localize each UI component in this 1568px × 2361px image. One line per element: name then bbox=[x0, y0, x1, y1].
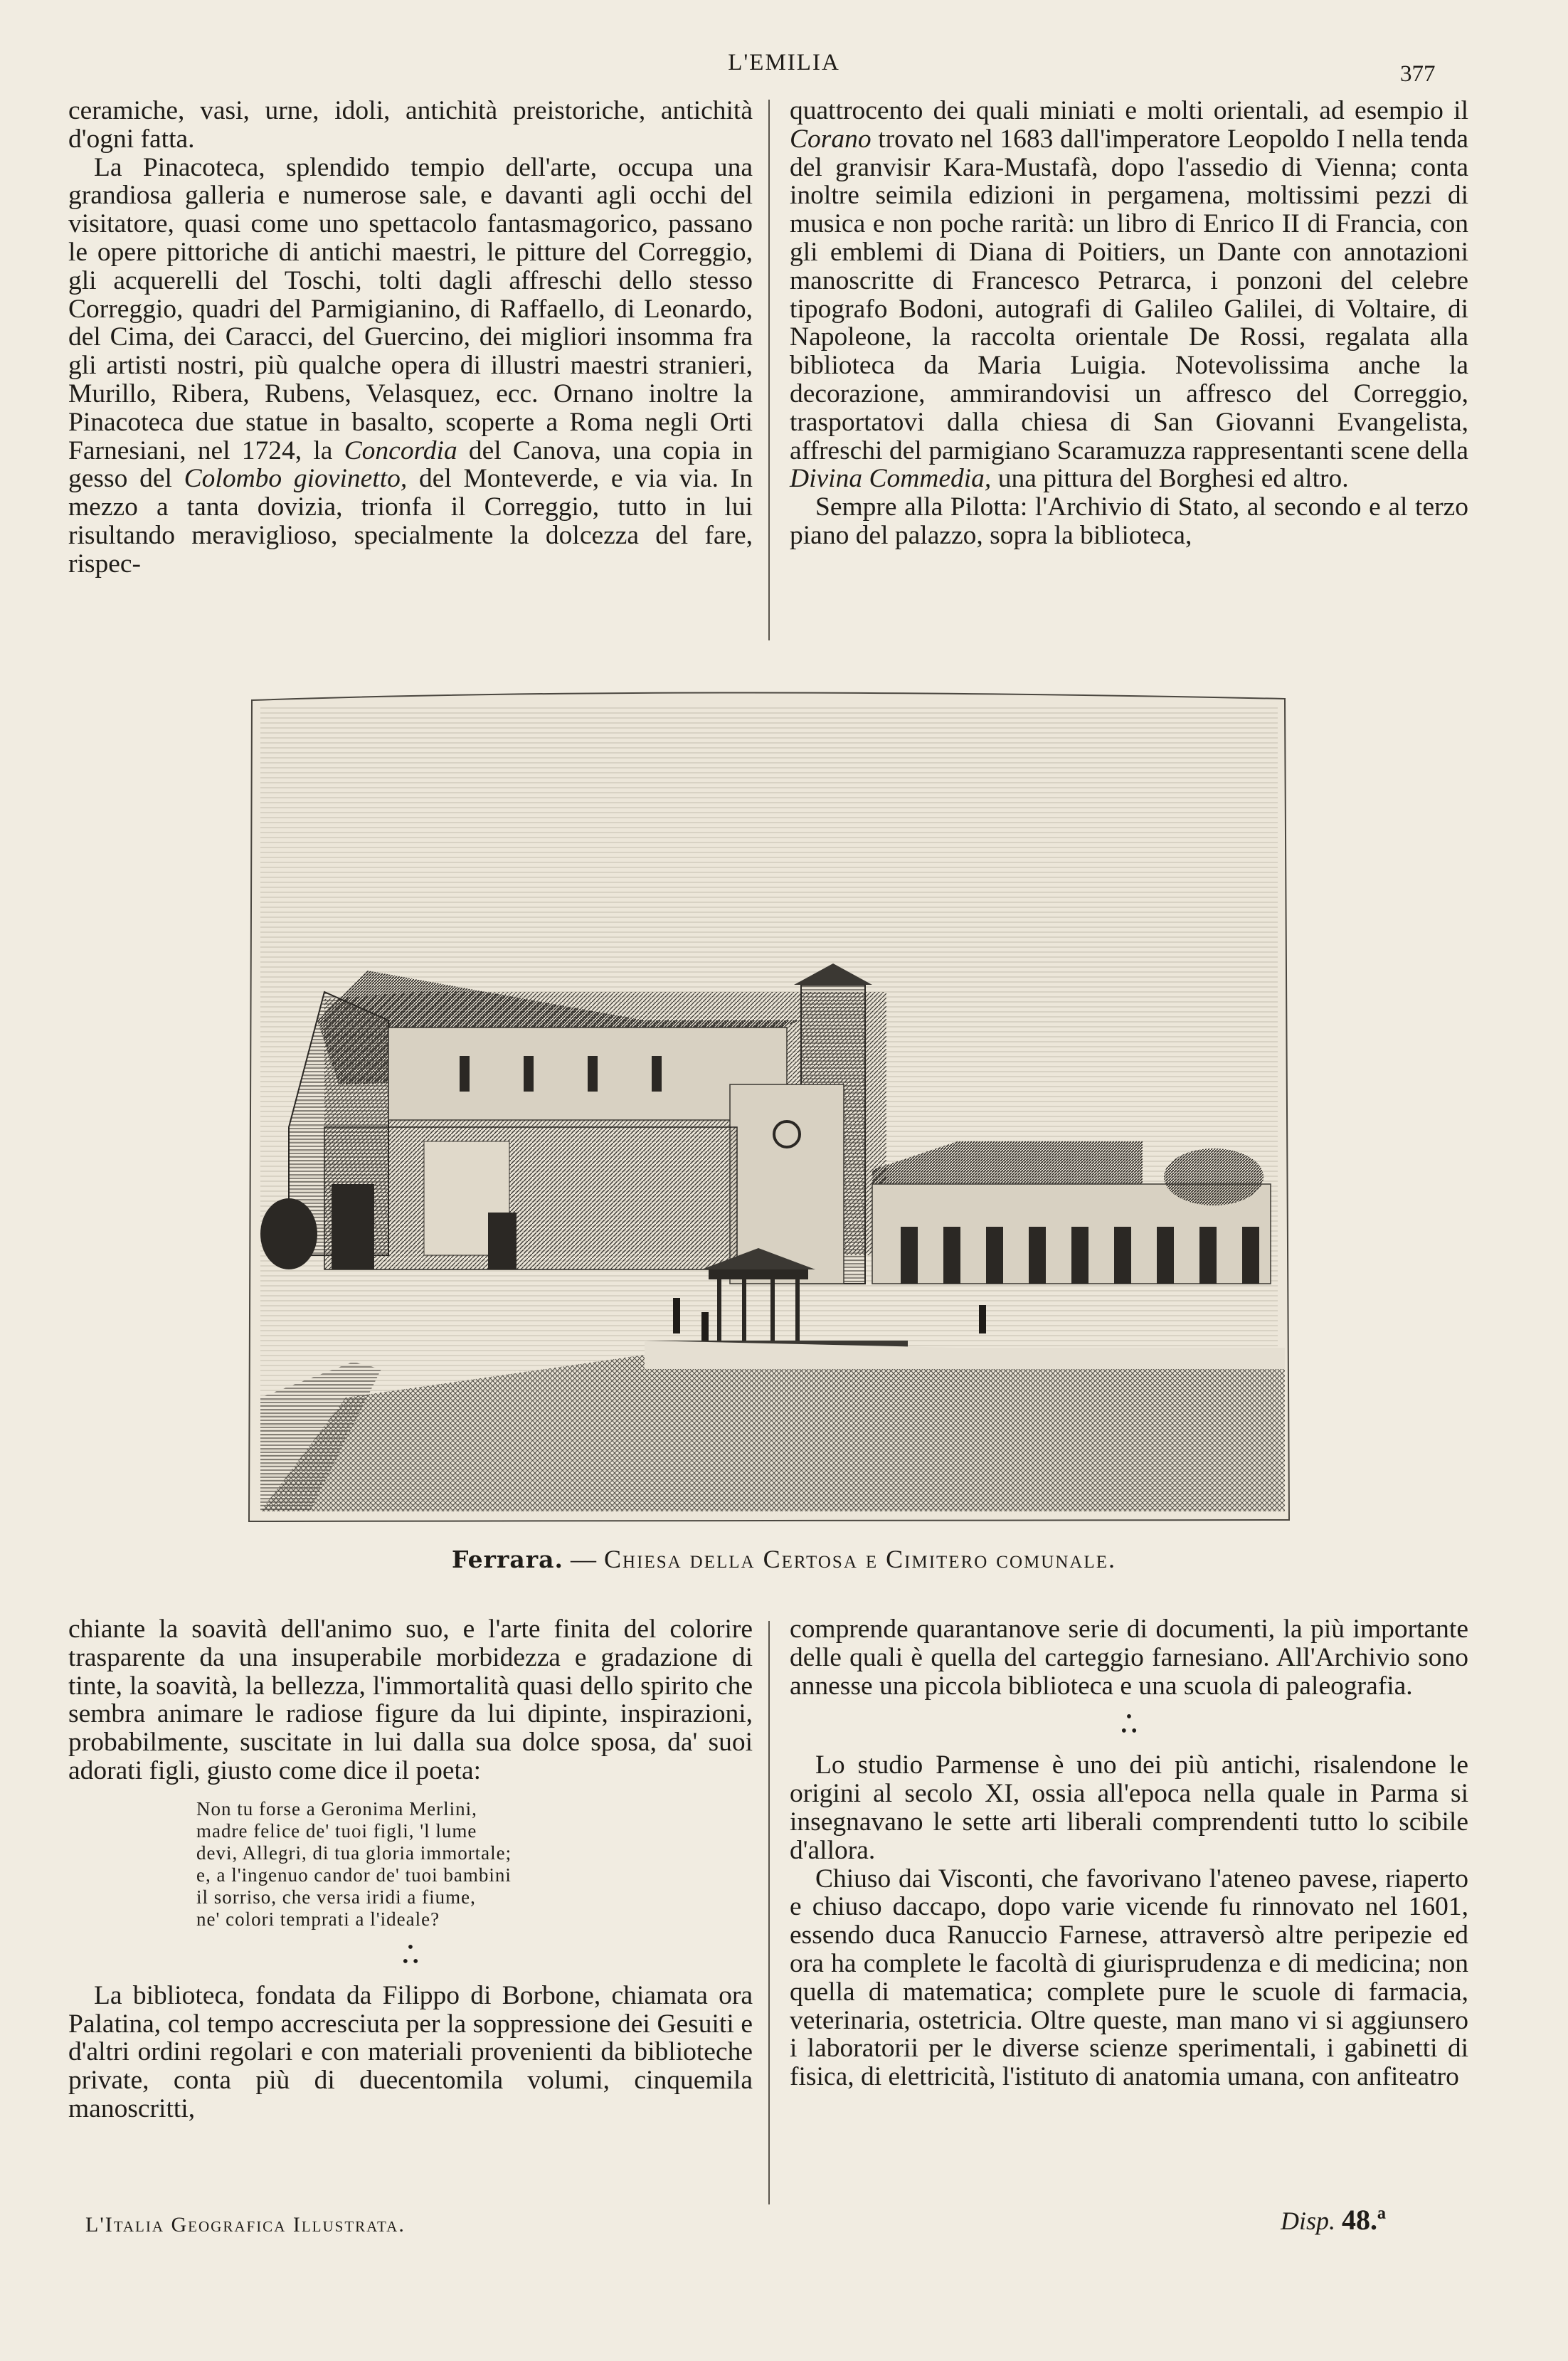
poem-line: devi, Allegri, di tua gloria immortale; bbox=[196, 1842, 512, 1864]
paragraph: chiante la soavità dell'animo suo, e l'arte finita del colorire trasparente da una insuperabile morbidezza e gradazione di tinte, la soavità, la bellezza, l'immortalità quasi dello spirito che sembra animare le radiose figure da lui dipinte, inspirazioni, probabilmente, suscitate in lui dalla sua dolce sposa, da' suoi adorati figli, giusto come dice il poeta: bbox=[68, 1615, 753, 1785]
text-run: trovato nel 1683 dall'imperatore Leopoldo I nella tenda del granvisir Kara-Mustafà, dopo l'assedio di Vienna; conta inoltre seimila edizioni in pergamena, moltissimi pezzi di musica e non poche rarità: un libro di Enrico II di Francia, con gli emblemi di Diana di Poitiers, un Dante con annotazioni manoscritte di Francesco Petrarca, i ponzoni del celebre tipografo Bodoni, autografi di Galileo Galilei, di Voltaire, di Napoleone, la raccolta orientale De Rossi, regalata alla biblioteca da Maria Luigia. Notevolissima anche la decorazione, ammirandovisi un affresco del Correggio, trasportatovi dalla chiesa di San Giovanni Evangelista, affreschi del parmigiano Scaramuzza rappresentanti scene della bbox=[790, 124, 1468, 465]
text-run: del Monteverde, e via via. In mezzo a tanta dovizia, trionfa il Correggio, tutto in lui risultando meraviglioso, specialmente la dolcezza del fare, rispec- bbox=[68, 464, 753, 579]
paragraph: ceramiche, vasi, urne, idoli, antichità preistoriche, antichità d'ogni fatta. bbox=[68, 96, 753, 154]
column-divider bbox=[768, 1621, 770, 2204]
footer-issue-number bbox=[1281, 2203, 1386, 2236]
top-left-column bbox=[68, 97, 753, 579]
footer-issue-value: 48.ª bbox=[1342, 2204, 1387, 2236]
poem-quote bbox=[196, 1798, 753, 1930]
paragraph bbox=[790, 97, 1468, 493]
footer-publication-title: L'Italia Geografica Illustrata. bbox=[85, 2213, 406, 2236]
poem-line: e, a l'ingenuo candor de' tuoi bambini bbox=[196, 1864, 512, 1886]
running-title: L'EMILIA bbox=[728, 50, 840, 75]
section-asterism: • • • bbox=[402, 1938, 419, 1971]
italic-title: Corano bbox=[790, 124, 872, 154]
paragraph: Sempre alla Pilotta: l'Archivio di Stato, al secondo e al terzo piano del palazzo, sopra la biblioteca, bbox=[790, 492, 1468, 550]
church-engraving bbox=[246, 686, 1299, 1526]
footer-issue-prefix: Disp. bbox=[1281, 2207, 1336, 2235]
paragraph-studio: Lo studio Parmense è uno dei più antichi, risalendone le origini al secolo XI, ossia all'epoca nella quale in Parma si insegnavano le sette arti liberali comprendenti tutto lo scibile d'allora. bbox=[790, 1750, 1468, 1865]
caption-dash: — bbox=[563, 1545, 605, 1573]
caption-place: Ferrara. bbox=[452, 1546, 564, 1573]
paragraph-biblioteca: La biblioteca, fondata da Filippo di Borbone, chiamata ora Palatina, col tempo accresciuta per la soppressione dei Gesuiti e d'altri ordini regolari e con materiali provenienti da biblioteche private, conta più di duecentomila volumi, cinquemila manoscritti, bbox=[68, 1980, 753, 2123]
italic-title: Colombo giovinetto, bbox=[184, 464, 408, 494]
bottom-left-column bbox=[68, 1615, 753, 2123]
text-run: del Canova, una copia in gesso del bbox=[68, 435, 753, 494]
text-run: una pittura del Borghesi ed altro. bbox=[991, 464, 1349, 494]
figure-caption bbox=[0, 1544, 1568, 1574]
column-divider bbox=[768, 100, 770, 640]
page-number: 377 bbox=[1400, 61, 1436, 87]
paragraph-pinacoteca bbox=[68, 154, 753, 579]
top-right-column bbox=[790, 97, 1468, 550]
engraving-illustration bbox=[246, 686, 1299, 1526]
poem-line: Non tu forse a Geronima Merlini, bbox=[196, 1797, 477, 1819]
section-asterism: • • • bbox=[1121, 1708, 1138, 1741]
caption-title: Chiesa della Certosa e Cimitero comunale. bbox=[604, 1545, 1116, 1573]
text-run: La Pinacoteca, splendido tempio dell'arte, occupa una grandiosa galleria e numerose sale, e davanti agli occhi del visitatore, quasi come uno spettacolo fantasmagorico, passano le opere pittoriche di antichi maestri, le pitture del Correggio, gli acquerelli del Toschi, tolti dagli affreschi dello stesso Correggio, quadri del Parmigianino, di Raffaello, di Leonardo, del Cima, dei Caracci, del Guercino, dei migliori insomma fra gli artisti nostri, più qualche opera di illustri maestri stranieri, Murillo, Ribera, Rubens, Velasquez, ecc. Ornano inoltre la Pinacoteca due statue in basalto, scoperte a Roma negli Orti Farnesiani, nel 1724, la bbox=[68, 152, 753, 465]
italic-title: Concordia bbox=[344, 435, 457, 465]
poem-line: ne' colori temprati a l'ideale? bbox=[196, 1908, 440, 1930]
poem-line: madre felice de' tuoi figli, 'l lume bbox=[196, 1819, 477, 1842]
bottom-right-column bbox=[790, 1615, 1468, 2091]
italic-title: Divina Commedia, bbox=[790, 464, 992, 494]
poem-line: il sorriso, che versa iridi a fiume, bbox=[196, 1886, 476, 1908]
paragraph: comprende quarantanove serie di documenti, la più importante delle quali è quella del carteggio farnesiano. All'Archivio sono annesse una piccola biblioteca e una scuola di paleografia. bbox=[790, 1615, 1468, 1701]
text-run: quattrocento dei quali miniati e molti orientali, ad esempio il bbox=[790, 96, 1468, 125]
paragraph-visconti: Chiuso dai Visconti, che favorivano l'ateneo pavese, riaperto e chiuso daccapo, dopo varie vicende fu rinnovato nel 1601, essendo duca Ranuccio Farnese, attraversò altre peripezie ed ora ha complete le facoltà di giurisprudenza e di medicina; non quella di matematica; complete pure le scuole di farmacia, veterinaria, ostetricia. Oltre queste, man mano vi si aggiunsero i laboratorii per le diverse scienze sperimentali, i gabinetti di fisica, di elettricità, l'istituto di anatomia umana, con anfiteatro bbox=[790, 1864, 1468, 2092]
